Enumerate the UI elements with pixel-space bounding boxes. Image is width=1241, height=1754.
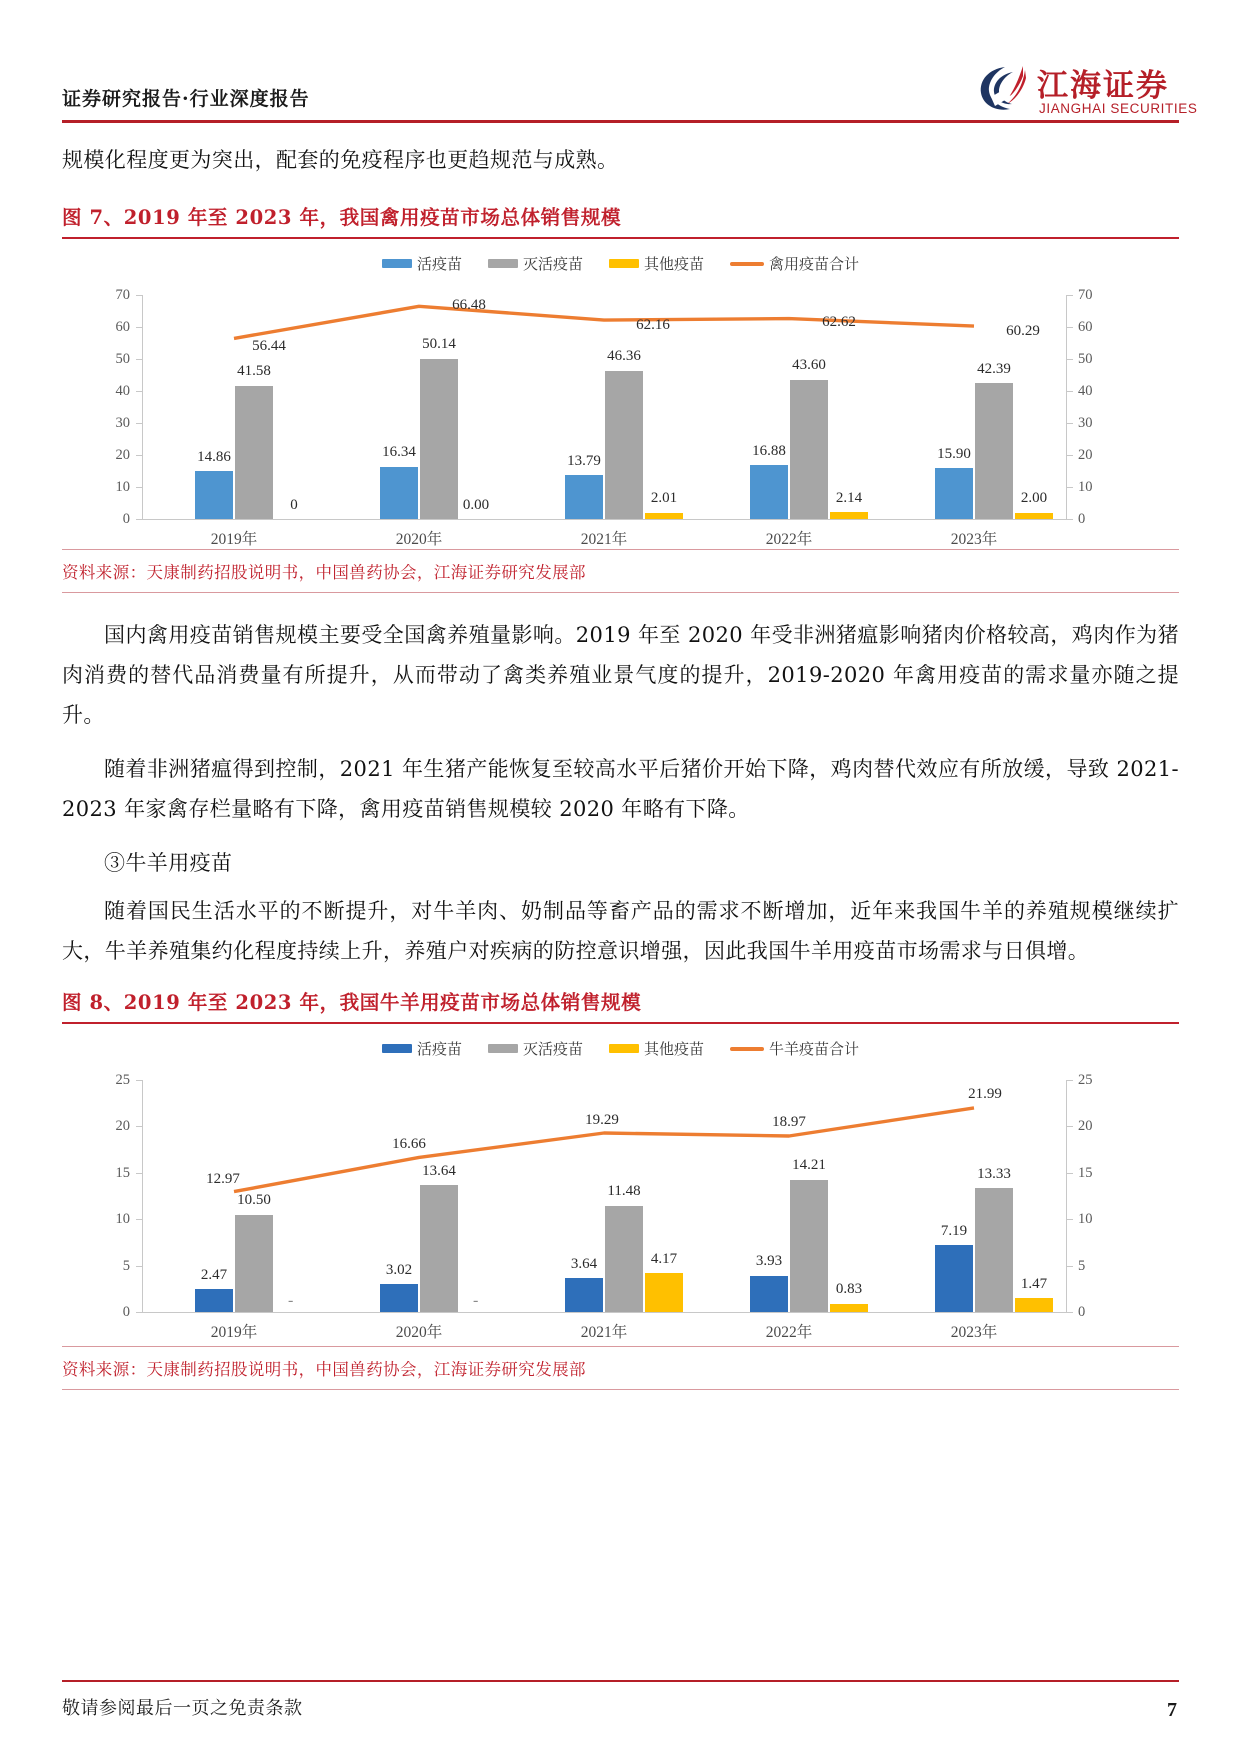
figure8-tick-right <box>1067 1126 1073 1127</box>
figure7-ylabel-right-10: 10 <box>1078 479 1093 495</box>
figure7-tick-left <box>136 359 142 360</box>
datalabel-total-2023-fig8: 21.99 <box>968 1086 1002 1102</box>
figure8-ylabel-left-20: 20 <box>115 1118 130 1135</box>
figure7-y-axis-right <box>1066 295 1067 519</box>
xlabel-2019-fig8: 2019年 <box>210 1324 258 1341</box>
figure7-tick-left <box>136 519 142 520</box>
figure8-tick-left <box>136 1173 142 1174</box>
datalabel-total-2019: 56.44 <box>252 338 286 354</box>
figure7-ylabel-left-40: 40 <box>115 383 130 399</box>
datalabel-other-2020-fig8: - <box>473 1292 479 1309</box>
datalabel-inact-2021: 46.36 <box>607 348 641 364</box>
figure8-tick-left <box>136 1219 142 1220</box>
figure8-ylabel-left-15: 15 <box>115 1164 130 1181</box>
bar-live-2023-fig8 <box>935 1245 973 1312</box>
figure8-ylabel-right-15: 15 <box>1078 1164 1093 1181</box>
datalabel-inact-2019: 41.58 <box>237 363 271 379</box>
paragraph-1: 国内禽用疫苗销售规模主要受全国禽养殖量影响。2019 年至 2020 年受非洲猪瘟影响猪肉价格较高，鸡肉作为猪肉消费的替代品消费量有所提升，从而带动了禽类养殖业景气度的提升，2019-2020 年禽用疫苗的需求量亦随之提升。 <box>62 623 1179 727</box>
legend-label-inactivated-vaccine: 灭活疫苗 <box>522 256 583 273</box>
figure8-ylabel-left-25: 25 <box>115 1072 130 1088</box>
xlabel-2022-fig8: 2022年 <box>765 1324 813 1341</box>
datalabel-live-2020: 16.34 <box>382 444 416 460</box>
datalabel-live-2022-fig8: 3.93 <box>755 1253 783 1269</box>
figure7-source: 资料来源：天康制药招股说明书，中国兽药协会，江海证券研究发展部 <box>62 563 586 582</box>
xlabel-2023: 2023年 <box>950 531 998 548</box>
figure7-tick-right <box>1067 487 1073 488</box>
figure7-tick-right <box>1067 519 1073 520</box>
figure8-ylabel-right-20: 20 <box>1078 1118 1093 1135</box>
xlabel-2021-fig8: 2021年 <box>580 1324 628 1341</box>
heading-cattle-sheep-vaccine: ③牛羊用疫苗 <box>104 851 233 875</box>
figure8-tick-right <box>1067 1312 1073 1313</box>
figure7-ylabel-right-60: 60 <box>1078 319 1093 335</box>
legend-label-live-vaccine-2: 活疫苗 <box>416 1041 462 1058</box>
paragraph-3: 随着国民生活水平的不断提升，对牛羊肉、奶制品等畜产品的需求不断增加，近年来我国牛羊的养殖规模继续扩大，牛羊养殖集约化程度持续上升，养殖户对疾病的防控意识增强，因此我国牛羊用疫苗市场需求与日俱增。 <box>62 899 1179 963</box>
bar-live-2020 <box>380 467 418 519</box>
datalabel-other-2019-fig8: - <box>288 1292 294 1309</box>
legend-label-other-vaccine: 其他疫苗 <box>644 256 705 273</box>
header-divider <box>62 120 1179 123</box>
bar-other-2022 <box>830 512 868 519</box>
figure7-caption: 图 7、2019 年至 2023 年，我国禽用疫苗市场总体销售规模 <box>62 206 622 229</box>
figure7-plot <box>62 239 1179 549</box>
figure7-tick-left <box>136 391 142 392</box>
xlabel-2020-fig8: 2020年 <box>395 1324 443 1341</box>
figure7-ylabel-left-0: 0 <box>122 511 130 527</box>
figure8-tick-right <box>1067 1219 1073 1220</box>
datalabel-live-2021-fig8: 3.64 <box>570 1256 598 1272</box>
datalabel-inact-2020-fig8: 13.64 <box>422 1163 456 1179</box>
figure8-chart <box>62 1024 1179 1346</box>
bar-live-2019-fig8 <box>195 1289 233 1312</box>
figure7-tick-right <box>1067 327 1073 328</box>
page-header <box>0 0 1241 130</box>
datalabel-other-2020: 0.00 <box>462 497 490 513</box>
legend-label-other-vaccine-2: 其他疫苗 <box>644 1041 705 1058</box>
datalabel-other-2023: 2.00 <box>1020 490 1048 506</box>
datalabel-other-2022: 2.14 <box>835 490 863 506</box>
figure7-y-axis-left <box>142 295 143 519</box>
datalabel-total-2021: 62.16 <box>636 317 670 333</box>
legend-label-live-vaccine: 活疫苗 <box>416 256 462 273</box>
figure7-tick-right <box>1067 359 1073 360</box>
bar-other-2023 <box>1015 513 1053 519</box>
figure7-tick-left <box>136 455 142 456</box>
figure8-tick-right <box>1067 1173 1073 1174</box>
figure7-tick-left <box>136 423 142 424</box>
bar-live-2019 <box>195 471 233 519</box>
figure8-tick-right <box>1067 1266 1073 1267</box>
bar-live-2023 <box>935 468 973 519</box>
figure7-tick-right <box>1067 455 1073 456</box>
bar-other-2021 <box>645 513 683 519</box>
figure8-source: 资料来源：天康制药招股说明书，中国兽药协会，江海证券研究发展部 <box>62 1360 586 1379</box>
bar-other-2022-fig8 <box>830 1304 868 1312</box>
xlabel-2021: 2021年 <box>580 531 628 548</box>
bar-live-2021 <box>565 475 603 519</box>
xlabel-2020: 2020年 <box>395 531 443 548</box>
paragraph-2: 随着非洲猪瘟得到控制，2021 年生猪产能恢复至较高水平后猪价开始下降，鸡肉替代效应有所放缓，导致 2021-2023 年家禽存栏量略有下降，禽用疫苗销售规模较 2020 年略有下降。 <box>62 757 1179 821</box>
figure8-bottom-rule <box>62 1389 1179 1390</box>
footer-disclaimer: 敬请参阅最后一页之免责条款 <box>62 1698 303 1719</box>
datalabel-inact-2020: 50.14 <box>422 336 456 352</box>
figure8-ylabel-right-25: 25 <box>1078 1072 1093 1088</box>
figure7-tick-right <box>1067 423 1073 424</box>
datalabel-inact-2023: 42.39 <box>977 361 1011 377</box>
datalabel-total-2020: 66.48 <box>452 297 486 313</box>
datalabel-other-2019: 0 <box>290 497 298 513</box>
bar-inact-2023-fig8 <box>975 1188 1013 1312</box>
datalabel-inact-2019-fig8: 10.50 <box>237 1192 271 1208</box>
footer-page-number: 7 <box>1167 1699 1177 1721</box>
figure8-caption: 图 8、2019 年至 2023 年，我国牛羊用疫苗市场总体销售规模 <box>62 991 642 1014</box>
figure8-ylabel-right-10: 10 <box>1078 1211 1093 1228</box>
datalabel-other-2022-fig8: 0.83 <box>835 1281 863 1297</box>
jianghai-logo-icon <box>979 64 1031 112</box>
figure8-tick-left <box>136 1266 142 1267</box>
figure8-plot <box>62 1024 1179 1346</box>
figure7-ylabel-left-60: 60 <box>115 319 130 335</box>
figure7-tick-right <box>1067 295 1073 296</box>
figure8-ylabel-left-0: 0 <box>122 1304 130 1320</box>
datalabel-total-2021-fig8: 19.29 <box>585 1112 619 1128</box>
datalabel-live-2021: 13.79 <box>567 453 601 469</box>
figure7-tick-left <box>136 295 142 296</box>
datalabel-live-2019-fig8: 2.47 <box>200 1267 228 1283</box>
bar-live-2020-fig8 <box>380 1284 418 1312</box>
figure7-ylabel-left-20: 20 <box>115 447 130 463</box>
figure8-ylabel-right-0: 0 <box>1078 1304 1086 1320</box>
datalabel-inact-2021-fig8: 11.48 <box>607 1183 641 1199</box>
datalabel-other-2023-fig8: 1.47 <box>1020 1276 1048 1292</box>
figure7-ylabel-left-70: 70 <box>115 287 130 303</box>
datalabel-inact-2022-fig8: 14.21 <box>792 1157 826 1173</box>
legend-label-cattle-total: 牛羊疫苗合计 <box>769 1041 860 1058</box>
bar-inact-2020-fig8 <box>420 1185 458 1312</box>
datalabel-total-2022: 62.62 <box>822 314 856 330</box>
figure8-tick-left <box>136 1312 142 1313</box>
datalabel-live-2020-fig8: 3.02 <box>385 1262 413 1278</box>
datalabel-total-2020-fig8: 16.66 <box>392 1136 426 1152</box>
bar-inact-2020 <box>420 359 458 519</box>
figure8-tick-right <box>1067 1080 1073 1081</box>
datalabel-live-2019: 14.86 <box>197 449 231 465</box>
figure7-ylabel-right-20: 20 <box>1078 447 1093 463</box>
footer-divider <box>62 1680 1179 1682</box>
figure7-ylabel-right-70: 70 <box>1078 287 1093 303</box>
figure7-tick-left <box>136 327 142 328</box>
datalabel-total-2019-fig8: 12.97 <box>206 1171 240 1187</box>
content-area <box>62 140 1179 1390</box>
legend-label-poultry-total: 禽用疫苗合计 <box>769 256 860 273</box>
datalabel-other-2021-fig8: 4.17 <box>650 1251 678 1267</box>
xlabel-2023-fig8: 2023年 <box>950 1324 998 1341</box>
figure7-ylabel-left-10: 10 <box>115 479 130 495</box>
figure7-ylabel-right-40: 40 <box>1078 383 1093 399</box>
figure7-ylabel-right-0: 0 <box>1078 511 1086 527</box>
brand-logo <box>979 60 1198 120</box>
figure8-ylabel-left-5: 5 <box>122 1257 130 1274</box>
figure7-tick-right <box>1067 391 1073 392</box>
bar-live-2022 <box>750 465 788 519</box>
report-type-label: 证券研究报告·行业深度报告 <box>62 88 310 110</box>
figure7-baseline <box>142 519 1067 520</box>
datalabel-total-2022-fig8: 18.97 <box>772 1114 806 1130</box>
figure7-chart <box>62 239 1179 549</box>
datalabel-other-2021: 2.01 <box>650 490 678 506</box>
figure8-tick-left <box>136 1080 142 1081</box>
xlabel-2019: 2019年 <box>210 531 258 548</box>
figure8-ylabel-right-5: 5 <box>1078 1257 1086 1274</box>
bar-live-2021-fig8 <box>565 1278 603 1312</box>
figure7-ylabel-right-50: 50 <box>1078 351 1093 367</box>
logo-english-name: JIANGHAI SECURITIES <box>1039 101 1198 116</box>
bar-other-2021-fig8 <box>645 1273 683 1312</box>
datalabel-inact-2023-fig8: 13.33 <box>977 1166 1011 1182</box>
datalabel-live-2022: 16.88 <box>752 443 786 459</box>
figure8-tick-left <box>136 1126 142 1127</box>
figure8-y-axis-left <box>142 1080 143 1312</box>
figure7-tick-left <box>136 487 142 488</box>
xlabel-2022: 2022年 <box>765 531 813 548</box>
paragraph-intro: 规模化程度更为突出，配套的免疫程序也更趋规范与成熟。 <box>62 148 619 172</box>
datalabel-live-2023: 15.90 <box>937 446 971 462</box>
figure7-ylabel-left-50: 50 <box>115 351 130 367</box>
datalabel-total-2023: 60.29 <box>1006 323 1040 339</box>
bar-other-2023-fig8 <box>1015 1298 1053 1312</box>
bar-live-2022-fig8 <box>750 1276 788 1313</box>
legend-label-inactivated-vaccine-2: 灭活疫苗 <box>522 1041 583 1058</box>
datalabel-live-2023-fig8: 7.19 <box>940 1223 968 1239</box>
figure7-ylabel-right-30: 30 <box>1078 415 1093 431</box>
figure8-ylabel-left-10: 10 <box>115 1211 130 1228</box>
figure8-baseline <box>142 1312 1067 1313</box>
figure7-ylabel-left-30: 30 <box>115 415 130 431</box>
bar-inact-2019-fig8 <box>235 1215 273 1312</box>
datalabel-inact-2022: 43.60 <box>792 357 826 373</box>
logo-chinese-name: 江海证券 <box>1037 68 1169 104</box>
